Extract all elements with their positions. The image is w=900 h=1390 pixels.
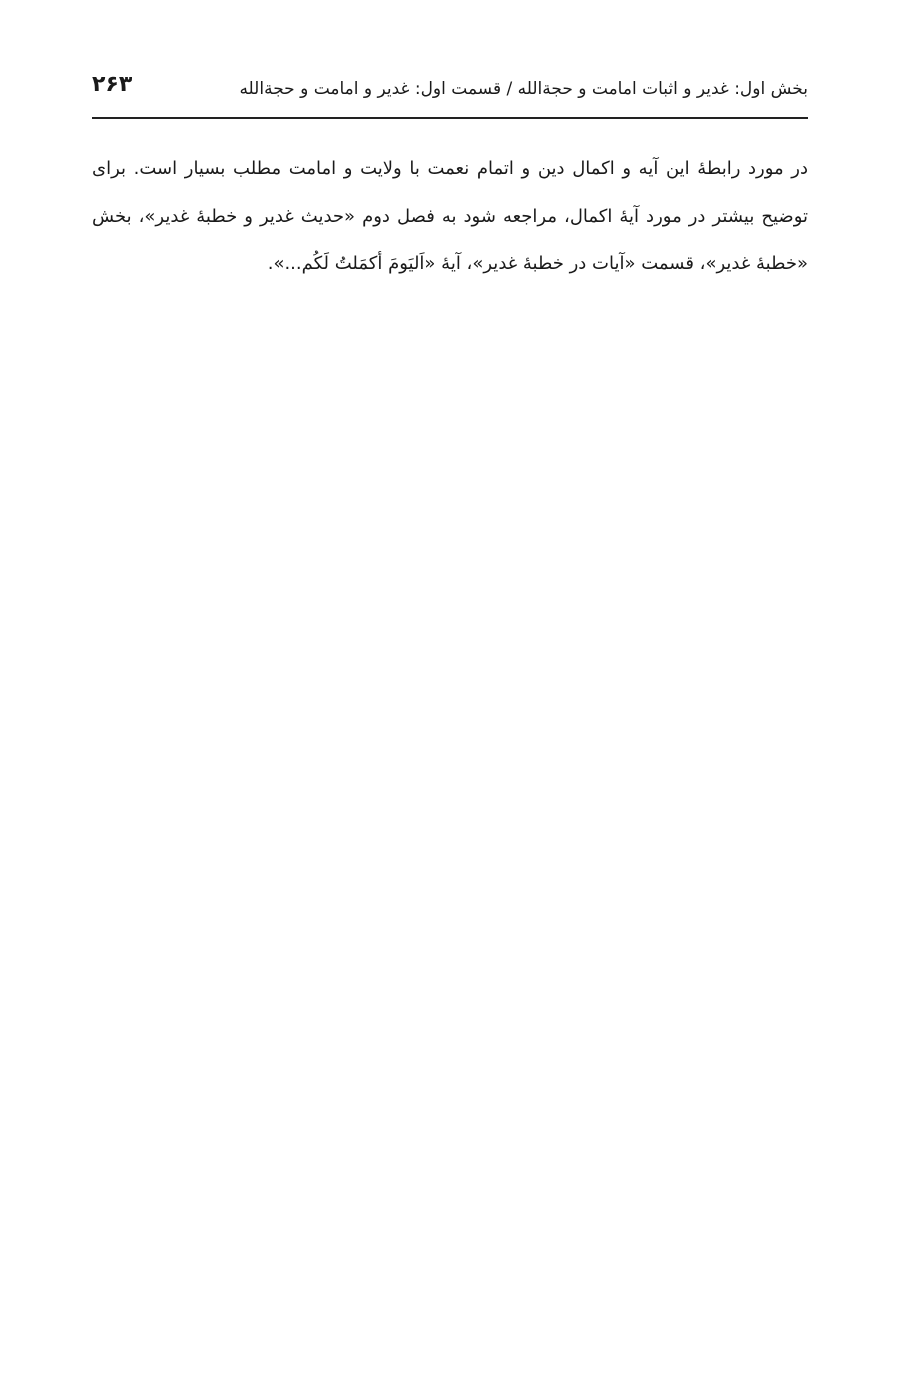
- running-header-title: بخش اول: غدیر و اثبات امامت و حجةالله / قسمت اول: غدیر و امامت و حجةالله: [239, 79, 808, 99]
- body-text: [92, 145, 808, 288]
- header-divider: [92, 117, 808, 119]
- page-number: ۲۶۳: [92, 72, 133, 97]
- running-header: [92, 66, 808, 116]
- paragraph: در مورد رابطۀ این آیه و اکمال دین و اتمام نعمت با ولایت و امامت مطلب بسیار است. برای توضیح بیشتر در مورد آیۀ اکمال، مراجعه شود به فصل دوم «حدیث غدیر و خطبۀ غدیر»، بخش «خطبۀ غدیر»، قسمت «آیات در خطبۀ غدیر»، آیۀ «اَلیَومَ أکمَلتُ لَکُم...».: [92, 158, 808, 274]
